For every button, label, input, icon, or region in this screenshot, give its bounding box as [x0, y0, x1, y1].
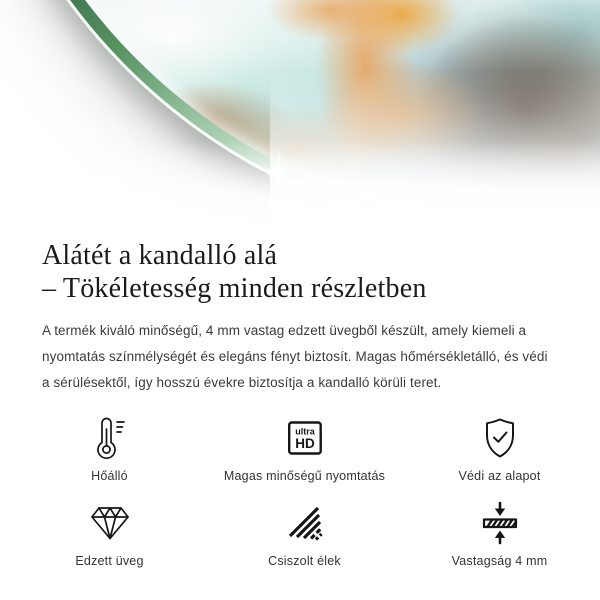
feature-tempered-glass	[12, 499, 207, 568]
features-grid	[12, 414, 558, 568]
svg-text:HD: HD	[294, 436, 315, 451]
svg-text:ultra: ultra	[294, 426, 315, 437]
page-title	[42, 239, 558, 305]
ultra-hd-icon	[287, 414, 323, 462]
polished-edges-icon	[285, 499, 325, 547]
diamond-icon	[88, 499, 132, 547]
feature-polished-edges	[207, 499, 402, 568]
image-fade-overlay	[0, 141, 600, 236]
thickness-icon	[480, 499, 520, 547]
hero-section	[0, 0, 600, 236]
feature-label: Csiszolt élek	[268, 554, 341, 568]
product-description-section	[0, 239, 600, 568]
feature-protects-base	[402, 414, 597, 483]
shield-check-icon	[481, 414, 519, 462]
page-title-line2: – Tökéletesség minden részletben	[42, 273, 427, 304]
product-description-text: A termék kiváló minőségű, 4 mm vastag edzett üvegből készült, amely kiemeli a nyomtatás színmélységét és elegáns fényt biztosít. Magas hőmérsékletálló, és védi a sérülésektől, így hosszú évekre biztosítja a kandalló körüli teret.	[42, 323, 548, 390]
feature-heat-resistant	[12, 414, 207, 483]
page-title-line1: Alátét a kandalló alá	[42, 240, 278, 271]
thermometer-icon	[91, 414, 129, 462]
feature-label: Magas minőségű nyomtatás	[223, 469, 386, 483]
feature-label: Vastagság 4 mm	[451, 554, 548, 568]
feature-label: Hőálló	[91, 469, 128, 483]
feature-print-quality	[207, 414, 402, 483]
feature-label: Védi az alapot	[458, 469, 541, 483]
feature-thickness	[402, 499, 597, 568]
feature-label: Edzett üveg	[75, 554, 144, 568]
